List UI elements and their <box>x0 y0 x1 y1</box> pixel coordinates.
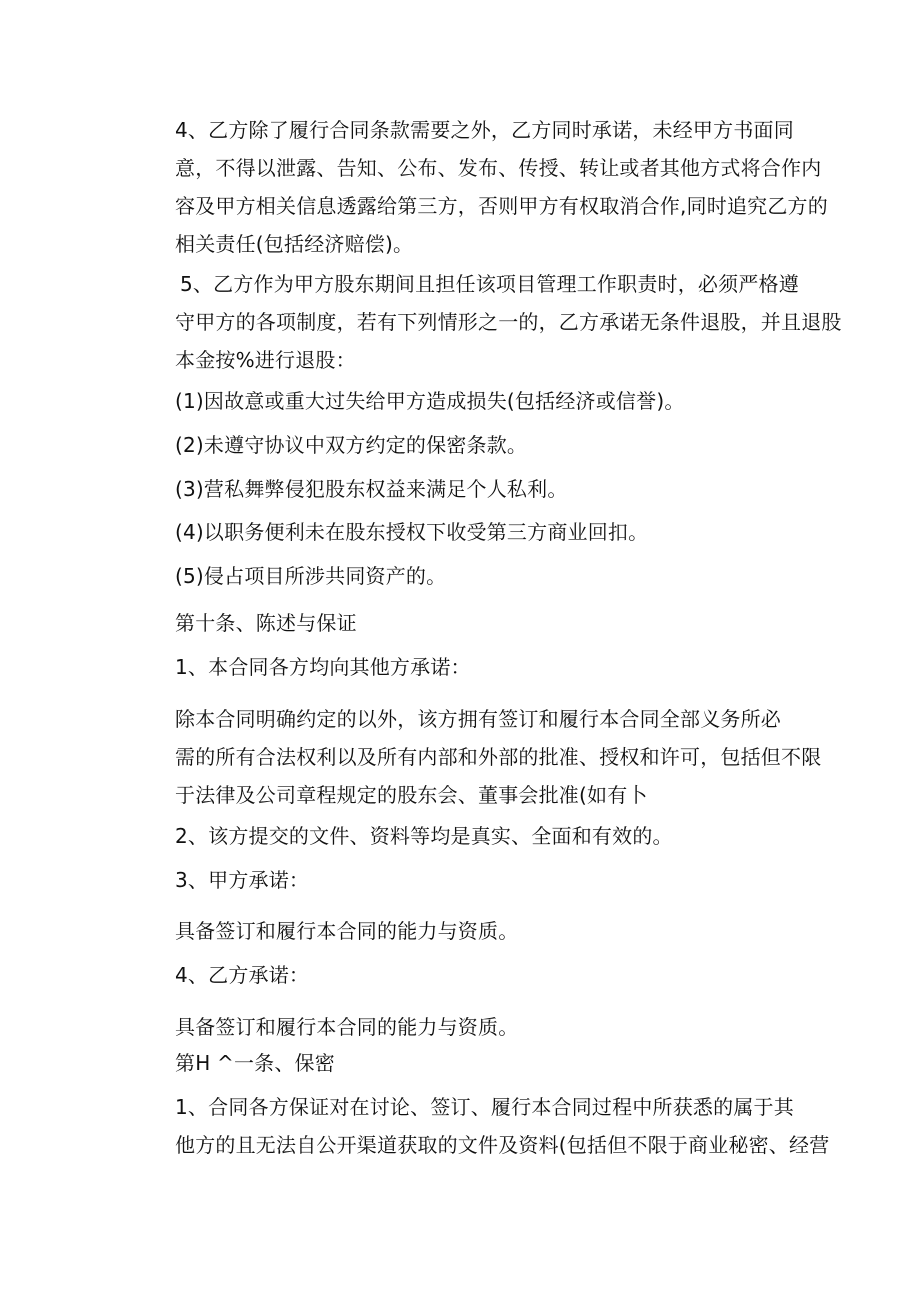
article-10-clause-1: 1、本合同各方均向其他方承诺： <box>175 655 471 679</box>
clause-1-body-line-1: 除本合同明确约定的以外，该方拥有签订和履行本合同全部义务所必 <box>175 707 781 731</box>
article-11-clause-1-line-1: 1、合同各方保证对在讨论、签订、履行本合同过程中所获悉的属于其 <box>175 1095 794 1119</box>
list-item-4: (4)以职务便利未在股东授权下收受第三方商业回扣。 <box>175 520 649 544</box>
clause-1-body-line-3: 于法律及公司章程规定的股东会、董事会批准(如有卜 <box>175 783 648 807</box>
list-item-3: (3)营私舞弊侵犯股东权益来满足个人私利。 <box>175 477 568 501</box>
article-11-clause-1-line-2: 他方的且无法自公开渠道获取的文件及资料(包括但不限于商业秘密、经营 <box>175 1133 830 1157</box>
clause-3-body: 具备签订和履行本合同的能力与资质。 <box>175 919 519 943</box>
list-item-1: (1)因故意或重大过失给甲方造成损失(包括经济或信誉)。 <box>175 389 685 413</box>
paragraph-5-line-1: 5、乙方作为甲方股东期间且担任该项目管理工作职责时，必须严格遵 <box>180 272 799 296</box>
article-11-heading: 第H ^一条、保密 <box>175 1051 335 1075</box>
article-10-clause-4: 4、乙方承诺： <box>175 963 310 987</box>
clause-1-body-line-2: 需的所有合法权利以及所有内部和外部的批准、授权和许可，包括但不限 <box>175 745 822 769</box>
list-item-5: (5)侵占项目所涉共同资产的。 <box>175 564 447 588</box>
list-item-2: (2)未遵守协议中双方约定的保密条款。 <box>175 433 528 457</box>
article-10-heading: 第十条、陈述与保证 <box>175 611 357 635</box>
paragraph-5-line-2: 守甲方的各项制度，若有下列情形之一的，乙方承诺无条件退股，并且退股 <box>175 310 842 334</box>
paragraph-4-line-1: 4、乙方除了履行合同条款需要之外，乙方同时承诺，未经甲方书面同 <box>175 118 794 142</box>
article-10-clause-3: 3、甲方承诺： <box>175 868 310 892</box>
paragraph-4-line-3: 容及甲方相关信息透露给第三方，否则甲方有权取消合作,同时追究乙方的 <box>175 194 828 218</box>
clause-4-body: 具备签订和履行本合同的能力与资质。 <box>175 1015 519 1039</box>
paragraph-4-line-4: 相关责任(包括经济赔偿)。 <box>175 232 414 256</box>
paragraph-5-line-3: 本金按%进行退股： <box>175 348 356 372</box>
paragraph-4-line-2: 意，不得以泄露、告知、公布、发布、传授、转让或者其他方式将合作内 <box>175 156 822 180</box>
article-10-clause-2: 2、该方提交的文件、资料等均是真实、全面和有效的。 <box>175 824 673 848</box>
